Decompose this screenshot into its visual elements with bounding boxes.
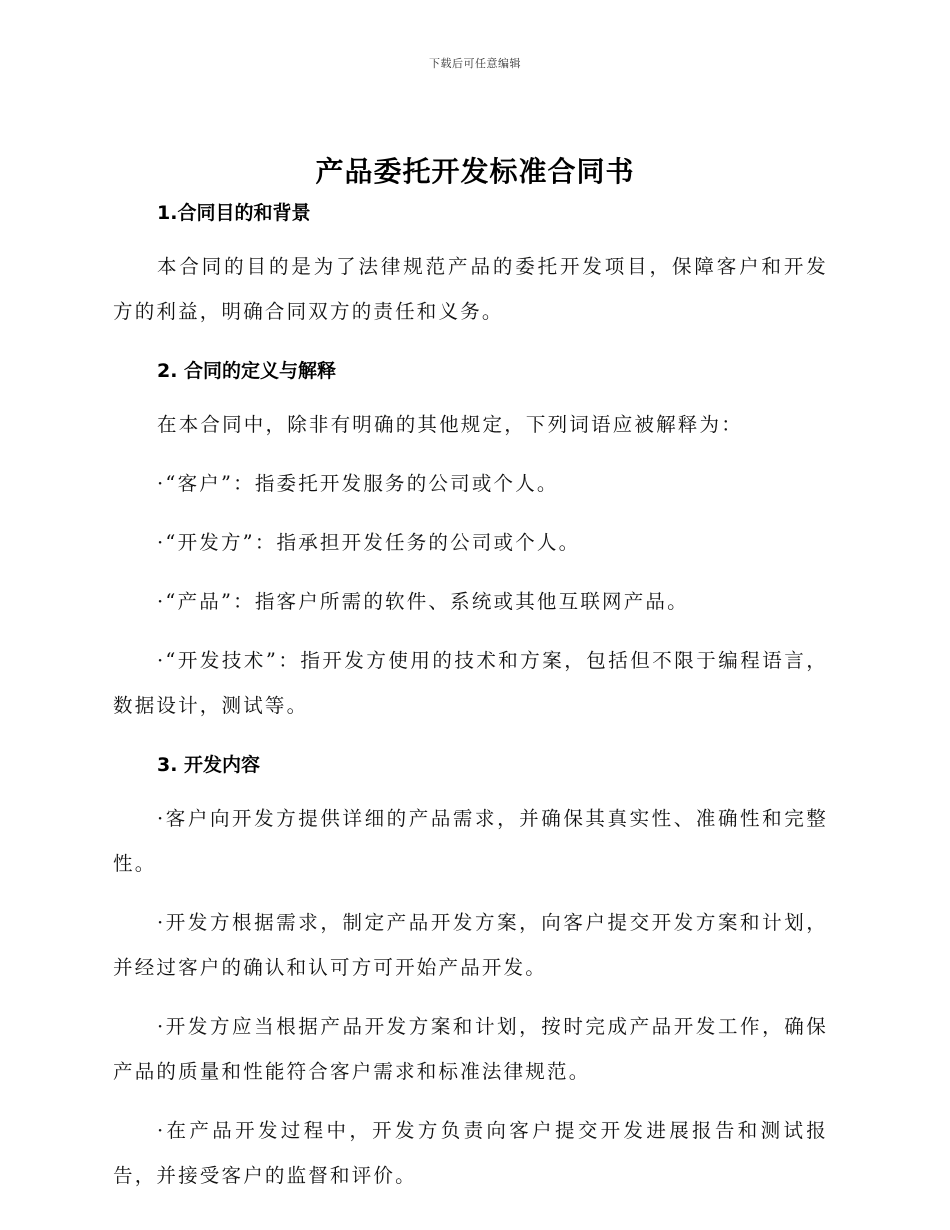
section-heading-1: 1.合同目的和背景	[157, 202, 311, 224]
section-2-paragraph-1: 在本合同中，除非有明确的其他规定，下列词语应被解释为：	[157, 413, 743, 436]
document-title: 产品委托开发标准合同书	[315, 155, 635, 188]
dev-content-item-2: ·开发方根据需求，制定产品开发方案，向客户提交开发方案和计划，并经过客户的确认和认可方可开始产品开发。	[113, 911, 828, 979]
header-note: 下载后可任意编辑	[429, 57, 521, 70]
document-body	[113, 196, 828, 1198]
definition-customer: ·“客户”：指委托开发服务的公司或个人。	[157, 472, 559, 495]
definition-developer: ·“开发方”：指承担开发任务的公司或个人。	[157, 531, 581, 554]
dev-content-item-3: ·开发方应当根据产品开发方案和计划，按时完成产品开发工作，确保产品的质量和性能符合客户需求和标准法律规范。	[113, 1015, 828, 1083]
definition-dev-technology: ·“开发技术”：指开发方使用的技术和方案，包括但不限于编程语言，数据设计，测试等。	[113, 649, 828, 717]
section-heading-2: 2. 合同的定义与解释	[157, 360, 337, 382]
dev-content-item-1: ·客户向开发方提供详细的产品需求，并确保其真实性、准确性和完整性。	[113, 807, 828, 875]
section-1-paragraph-1: 本合同的目的是为了法律规范产品的委托开发项目，保障客户和开发方的利益，明确合同双方的责任和义务。	[113, 255, 828, 323]
definition-product: ·“产品”：指客户所需的软件、系统或其他互联网产品。	[157, 590, 689, 613]
section-heading-3: 3. 开发内容	[157, 754, 261, 776]
dev-content-item-4: ·在产品开发过程中，开发方负责向客户提交开发进展报告和测试报告，并接受客户的监督和评价。	[113, 1119, 828, 1187]
